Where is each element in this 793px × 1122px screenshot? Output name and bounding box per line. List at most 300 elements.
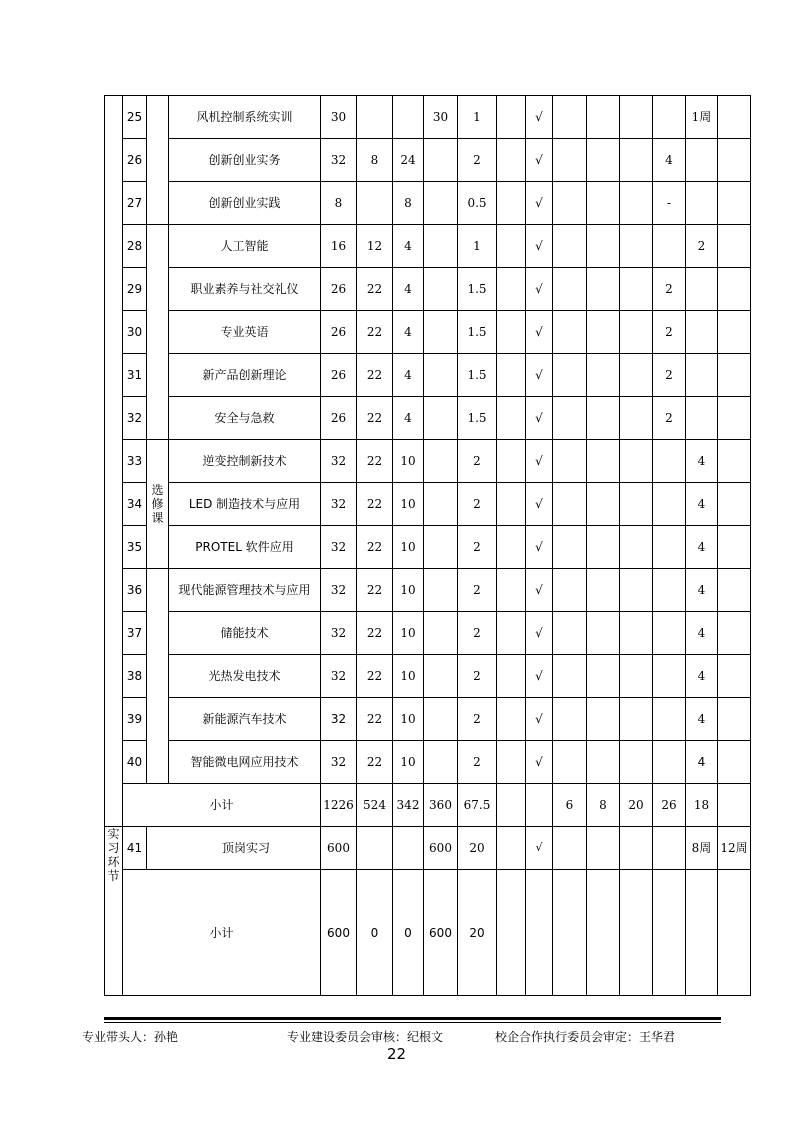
cell-s3 (620, 225, 653, 268)
cell-total: 16 (321, 225, 357, 268)
cell-s6 (718, 182, 751, 225)
cell-theory: 22 (357, 612, 393, 655)
cell-practice: 10 (393, 698, 424, 741)
cell-s3 (620, 741, 653, 784)
cell-s2 (587, 526, 620, 569)
course-number: 34 (123, 483, 147, 526)
cell-s1 (553, 397, 587, 440)
cell-exam (497, 96, 526, 139)
cell-total: 32 (321, 612, 357, 655)
table-row (105, 698, 751, 741)
cell-theory: 22 (357, 698, 393, 741)
subtotal-s5: 18 (686, 784, 718, 827)
empty-cell (553, 870, 587, 996)
cell-s4: - (653, 182, 686, 225)
cell-theory: 22 (357, 440, 393, 483)
table-row (105, 139, 751, 182)
cell-s5: 4 (686, 698, 718, 741)
cell-s2 (587, 440, 620, 483)
cell-s1 (553, 655, 587, 698)
cell-assess: √ (526, 225, 553, 268)
table-row (105, 483, 751, 526)
cell-total: 600 (321, 827, 357, 870)
cell-s5: 4 (686, 440, 718, 483)
cell-exam (497, 268, 526, 311)
empty-cell (686, 870, 718, 996)
cell-s1 (553, 182, 587, 225)
cell-assess: √ (526, 96, 553, 139)
category-cell (105, 96, 123, 827)
page-number: 22 (386, 1045, 407, 1063)
cell-theory (357, 96, 393, 139)
cell-s6 (718, 741, 751, 784)
cell-practice (393, 827, 424, 870)
cell-s1 (553, 741, 587, 784)
course-number: 41 (123, 827, 147, 870)
cell-s3 (620, 354, 653, 397)
cell-assess: √ (526, 612, 553, 655)
subtotal-theory: 0 (357, 870, 393, 996)
cell-s2 (587, 311, 620, 354)
cell-total: 32 (321, 698, 357, 741)
course-number: 32 (123, 397, 147, 440)
cell-s5 (686, 139, 718, 182)
cell-s4 (653, 655, 686, 698)
cell-s4: 2 (653, 268, 686, 311)
cell-practice: 4 (393, 311, 424, 354)
cell-s4 (653, 483, 686, 526)
cell-exam (497, 827, 526, 870)
cell-s3 (620, 612, 653, 655)
empty-cell (497, 870, 526, 996)
cell-credits: 1.5 (458, 268, 497, 311)
cell-practice: 4 (393, 354, 424, 397)
subtotal-shixun: 600 (424, 870, 458, 996)
cell-theory: 22 (357, 483, 393, 526)
cell-total: 8 (321, 182, 357, 225)
cell-s4 (653, 225, 686, 268)
cell-s4: 2 (653, 311, 686, 354)
cell-s1 (553, 698, 587, 741)
subtotal-s1: 6 (553, 784, 587, 827)
table-row (105, 96, 751, 139)
subtotal-assess (526, 784, 553, 827)
subtotal-row (105, 870, 751, 996)
cell-s3 (620, 483, 653, 526)
course-number: 38 (123, 655, 147, 698)
cell-shixun: 600 (424, 827, 458, 870)
cell-assess: √ (526, 655, 553, 698)
cell-practice: 4 (393, 225, 424, 268)
cell-s1 (553, 139, 587, 182)
subtotal-shixun: 360 (424, 784, 458, 827)
cell-total: 32 (321, 483, 357, 526)
course-name: 专业英语 (169, 311, 321, 354)
cell-credits: 2 (458, 698, 497, 741)
cell-s3 (620, 698, 653, 741)
cell-assess: √ (526, 397, 553, 440)
internship-char: 环 (107, 855, 120, 869)
cell-credits: 0.5 (458, 182, 497, 225)
footer-rule-thick (104, 1017, 721, 1020)
table-row (105, 311, 751, 354)
cell-total: 32 (321, 741, 357, 784)
cell-s3 (620, 655, 653, 698)
cell-exam (497, 311, 526, 354)
course-number: 28 (123, 225, 147, 268)
cell-credits: 2 (458, 612, 497, 655)
cell-s2 (587, 268, 620, 311)
cell-assess: √ (526, 268, 553, 311)
cell-assess: √ (526, 526, 553, 569)
cell-s5 (686, 354, 718, 397)
course-number: 31 (123, 354, 147, 397)
cell-exam (497, 440, 526, 483)
cell-s1 (553, 827, 587, 870)
cell-exam (497, 139, 526, 182)
table-body (105, 96, 751, 996)
elective-char: 选 (151, 483, 164, 497)
course-number: 39 (123, 698, 147, 741)
cell-practice (393, 96, 424, 139)
cell-total: 32 (321, 139, 357, 182)
subtotal-practice: 342 (393, 784, 424, 827)
cell-assess: √ (526, 698, 553, 741)
cell-s1 (553, 354, 587, 397)
cell-s4 (653, 569, 686, 612)
cell-theory: 22 (357, 655, 393, 698)
type-cell (147, 569, 169, 784)
cell-assess: √ (526, 311, 553, 354)
course-name: 创新创业实务 (169, 139, 321, 182)
cell-exam (497, 526, 526, 569)
course-name: 职业素养与社交礼仪 (169, 268, 321, 311)
cell-shixun (424, 268, 458, 311)
cell-s5: 4 (686, 741, 718, 784)
cell-s5: 2 (686, 225, 718, 268)
cell-s4 (653, 827, 686, 870)
cell-exam (497, 741, 526, 784)
course-number: 27 (123, 182, 147, 225)
internship-char: 实 (107, 827, 120, 841)
cell-practice: 10 (393, 612, 424, 655)
cell-s2 (587, 96, 620, 139)
cell-exam (497, 354, 526, 397)
elective-label (147, 440, 169, 569)
cell-s2 (587, 139, 620, 182)
empty-cell (718, 870, 751, 996)
subtotal-theory: 524 (357, 784, 393, 827)
cell-s4 (653, 96, 686, 139)
cell-s5: 4 (686, 569, 718, 612)
cell-theory: 8 (357, 139, 393, 182)
cell-s2 (587, 698, 620, 741)
subtotal-s2: 8 (587, 784, 620, 827)
empty-cell (653, 870, 686, 996)
cell-theory: 22 (357, 526, 393, 569)
cell-s4 (653, 698, 686, 741)
cell-shixun (424, 655, 458, 698)
subtotal-s4: 26 (653, 784, 686, 827)
internship-char: 节 (107, 869, 120, 883)
cell-s3 (620, 139, 653, 182)
cell-theory: 22 (357, 354, 393, 397)
cell-shixun (424, 225, 458, 268)
cell-practice: 10 (393, 655, 424, 698)
cell-assess: √ (526, 827, 553, 870)
cell-credits: 1.5 (458, 397, 497, 440)
cell-total: 26 (321, 397, 357, 440)
table-row (105, 354, 751, 397)
elective-char: 课 (151, 511, 164, 525)
course-number: 35 (123, 526, 147, 569)
cell-s1 (553, 526, 587, 569)
cell-s5 (686, 268, 718, 311)
cell-s6 (718, 569, 751, 612)
course-number: 30 (123, 311, 147, 354)
cell-s1 (553, 612, 587, 655)
cell-s2 (587, 827, 620, 870)
course-name: 创新创业实践 (169, 182, 321, 225)
cell-s5: 4 (686, 655, 718, 698)
course-name: 风机控制系统实训 (169, 96, 321, 139)
cell-assess: √ (526, 440, 553, 483)
empty-cell (526, 870, 553, 996)
cell-shixun (424, 311, 458, 354)
cell-s3 (620, 440, 653, 483)
course-name: 储能技术 (169, 612, 321, 655)
internship-label (105, 827, 123, 996)
course-number: 25 (123, 96, 147, 139)
cell-practice: 10 (393, 440, 424, 483)
cell-assess: √ (526, 483, 553, 526)
cell-assess: √ (526, 741, 553, 784)
cell-credits: 20 (458, 827, 497, 870)
cell-s6 (718, 139, 751, 182)
subtotal-exam (497, 784, 526, 827)
curriculum-table (104, 95, 751, 996)
cell-s6 (718, 698, 751, 741)
cell-theory: 22 (357, 311, 393, 354)
cell-s4 (653, 741, 686, 784)
cell-shixun (424, 612, 458, 655)
cell-shixun (424, 483, 458, 526)
cell-assess: √ (526, 182, 553, 225)
table-row (105, 225, 751, 268)
cell-s3 (620, 182, 653, 225)
internship-row (105, 827, 751, 870)
cell-shixun (424, 354, 458, 397)
cell-s1 (553, 225, 587, 268)
subtotal-row (105, 784, 751, 827)
cell-total: 32 (321, 526, 357, 569)
footer-committee: 专业建设委员会审核：纪根文 (287, 1030, 444, 1044)
table-row (105, 741, 751, 784)
cell-s2 (587, 612, 620, 655)
course-number: 33 (123, 440, 147, 483)
cell-exam (497, 182, 526, 225)
cell-total: 30 (321, 96, 357, 139)
cell-total: 26 (321, 268, 357, 311)
cell-theory (357, 182, 393, 225)
cell-s5 (686, 311, 718, 354)
footer-leader: 专业带头人：孙艳 (82, 1030, 179, 1044)
cell-s3 (620, 268, 653, 311)
cell-s4: 2 (653, 397, 686, 440)
table-row (105, 612, 751, 655)
cell-s6 (718, 354, 751, 397)
cell-s5: 8周 (686, 827, 718, 870)
table-row (105, 182, 751, 225)
cell-credits: 2 (458, 440, 497, 483)
cell-shixun (424, 741, 458, 784)
cell-shixun (424, 182, 458, 225)
cell-s2 (587, 741, 620, 784)
cell-theory: 22 (357, 268, 393, 311)
cell-total: 32 (321, 655, 357, 698)
course-name: LED 制造技术与应用 (169, 483, 321, 526)
cell-s5: 4 (686, 526, 718, 569)
cell-s1 (553, 569, 587, 612)
cell-credits: 2 (458, 655, 497, 698)
cell-s6 (718, 225, 751, 268)
elective-char: 修 (151, 497, 164, 511)
cell-s6 (718, 655, 751, 698)
cell-s5 (686, 182, 718, 225)
cell-shixun (424, 698, 458, 741)
cell-theory: 12 (357, 225, 393, 268)
cell-s3 (620, 827, 653, 870)
course-name: PROTEL 软件应用 (169, 526, 321, 569)
cell-shixun (424, 569, 458, 612)
course-number: 40 (123, 741, 147, 784)
subtotal-total: 1226 (321, 784, 357, 827)
cell-s6 (718, 311, 751, 354)
cell-theory (357, 827, 393, 870)
course-name: 智能微电网应用技术 (169, 741, 321, 784)
cell-theory: 22 (357, 569, 393, 612)
cell-exam (497, 698, 526, 741)
cell-credits: 2 (458, 569, 497, 612)
course-number: 37 (123, 612, 147, 655)
subtotal-practice: 0 (393, 870, 424, 996)
empty-cell (587, 870, 620, 996)
cell-s6 (718, 268, 751, 311)
cell-s2 (587, 483, 620, 526)
cell-s2 (587, 354, 620, 397)
course-name: 新能源汽车技术 (169, 698, 321, 741)
type-cell (147, 225, 169, 440)
table-row (105, 268, 751, 311)
cell-s1 (553, 440, 587, 483)
cell-credits: 1 (458, 225, 497, 268)
cell-s4 (653, 440, 686, 483)
cell-assess: √ (526, 139, 553, 182)
cell-s4 (653, 612, 686, 655)
cell-s5 (686, 397, 718, 440)
course-name: 顶岗实习 (147, 827, 321, 870)
internship-char: 习 (107, 841, 120, 855)
cell-exam (497, 655, 526, 698)
course-name: 人工智能 (169, 225, 321, 268)
cell-s5: 1周 (686, 96, 718, 139)
subtotal-credits: 20 (458, 870, 497, 996)
cell-exam (497, 397, 526, 440)
cell-shixun (424, 139, 458, 182)
table-row (105, 655, 751, 698)
cell-assess: √ (526, 354, 553, 397)
cell-s1 (553, 96, 587, 139)
cell-practice: 10 (393, 526, 424, 569)
cell-credits: 1.5 (458, 311, 497, 354)
cell-practice: 8 (393, 182, 424, 225)
cell-total: 32 (321, 569, 357, 612)
cell-credits: 1 (458, 96, 497, 139)
table-row (105, 397, 751, 440)
cell-s3 (620, 397, 653, 440)
cell-s5: 4 (686, 483, 718, 526)
cell-theory: 22 (357, 741, 393, 784)
cell-shixun (424, 440, 458, 483)
cell-practice: 4 (393, 397, 424, 440)
cell-assess: √ (526, 569, 553, 612)
cell-s1 (553, 268, 587, 311)
cell-s6: 12周 (718, 827, 751, 870)
footer-school: 校企合作执行委员会审定：王华君 (495, 1030, 676, 1044)
cell-s6 (718, 526, 751, 569)
empty-cell (620, 870, 653, 996)
cell-s4 (653, 526, 686, 569)
cell-theory: 22 (357, 397, 393, 440)
cell-shixun: 30 (424, 96, 458, 139)
cell-credits: 2 (458, 139, 497, 182)
course-name: 逆变控制新技术 (169, 440, 321, 483)
subtotal-total: 600 (321, 870, 357, 996)
subtotal-s3: 20 (620, 784, 653, 827)
cell-credits: 2 (458, 483, 497, 526)
cell-total: 26 (321, 311, 357, 354)
cell-total: 32 (321, 440, 357, 483)
cell-s6 (718, 397, 751, 440)
course-number: 26 (123, 139, 147, 182)
cell-shixun (424, 526, 458, 569)
cell-s6 (718, 612, 751, 655)
course-number: 36 (123, 569, 147, 612)
cell-total: 26 (321, 354, 357, 397)
cell-s2 (587, 569, 620, 612)
cell-s2 (587, 182, 620, 225)
cell-credits: 2 (458, 741, 497, 784)
cell-s3 (620, 526, 653, 569)
cell-s3 (620, 311, 653, 354)
cell-practice: 10 (393, 483, 424, 526)
cell-s1 (553, 311, 587, 354)
table-row (105, 569, 751, 612)
cell-credits: 2 (458, 526, 497, 569)
type-cell (147, 96, 169, 225)
cell-practice: 24 (393, 139, 424, 182)
footer-rule-thin (104, 1022, 721, 1023)
cell-s6 (718, 440, 751, 483)
cell-s4: 4 (653, 139, 686, 182)
cell-exam (497, 612, 526, 655)
subtotal-s6 (718, 784, 751, 827)
course-name: 现代能源管理技术与应用 (169, 569, 321, 612)
subtotal-label: 小计 (123, 784, 321, 827)
cell-exam (497, 225, 526, 268)
cell-s2 (587, 397, 620, 440)
course-number: 29 (123, 268, 147, 311)
